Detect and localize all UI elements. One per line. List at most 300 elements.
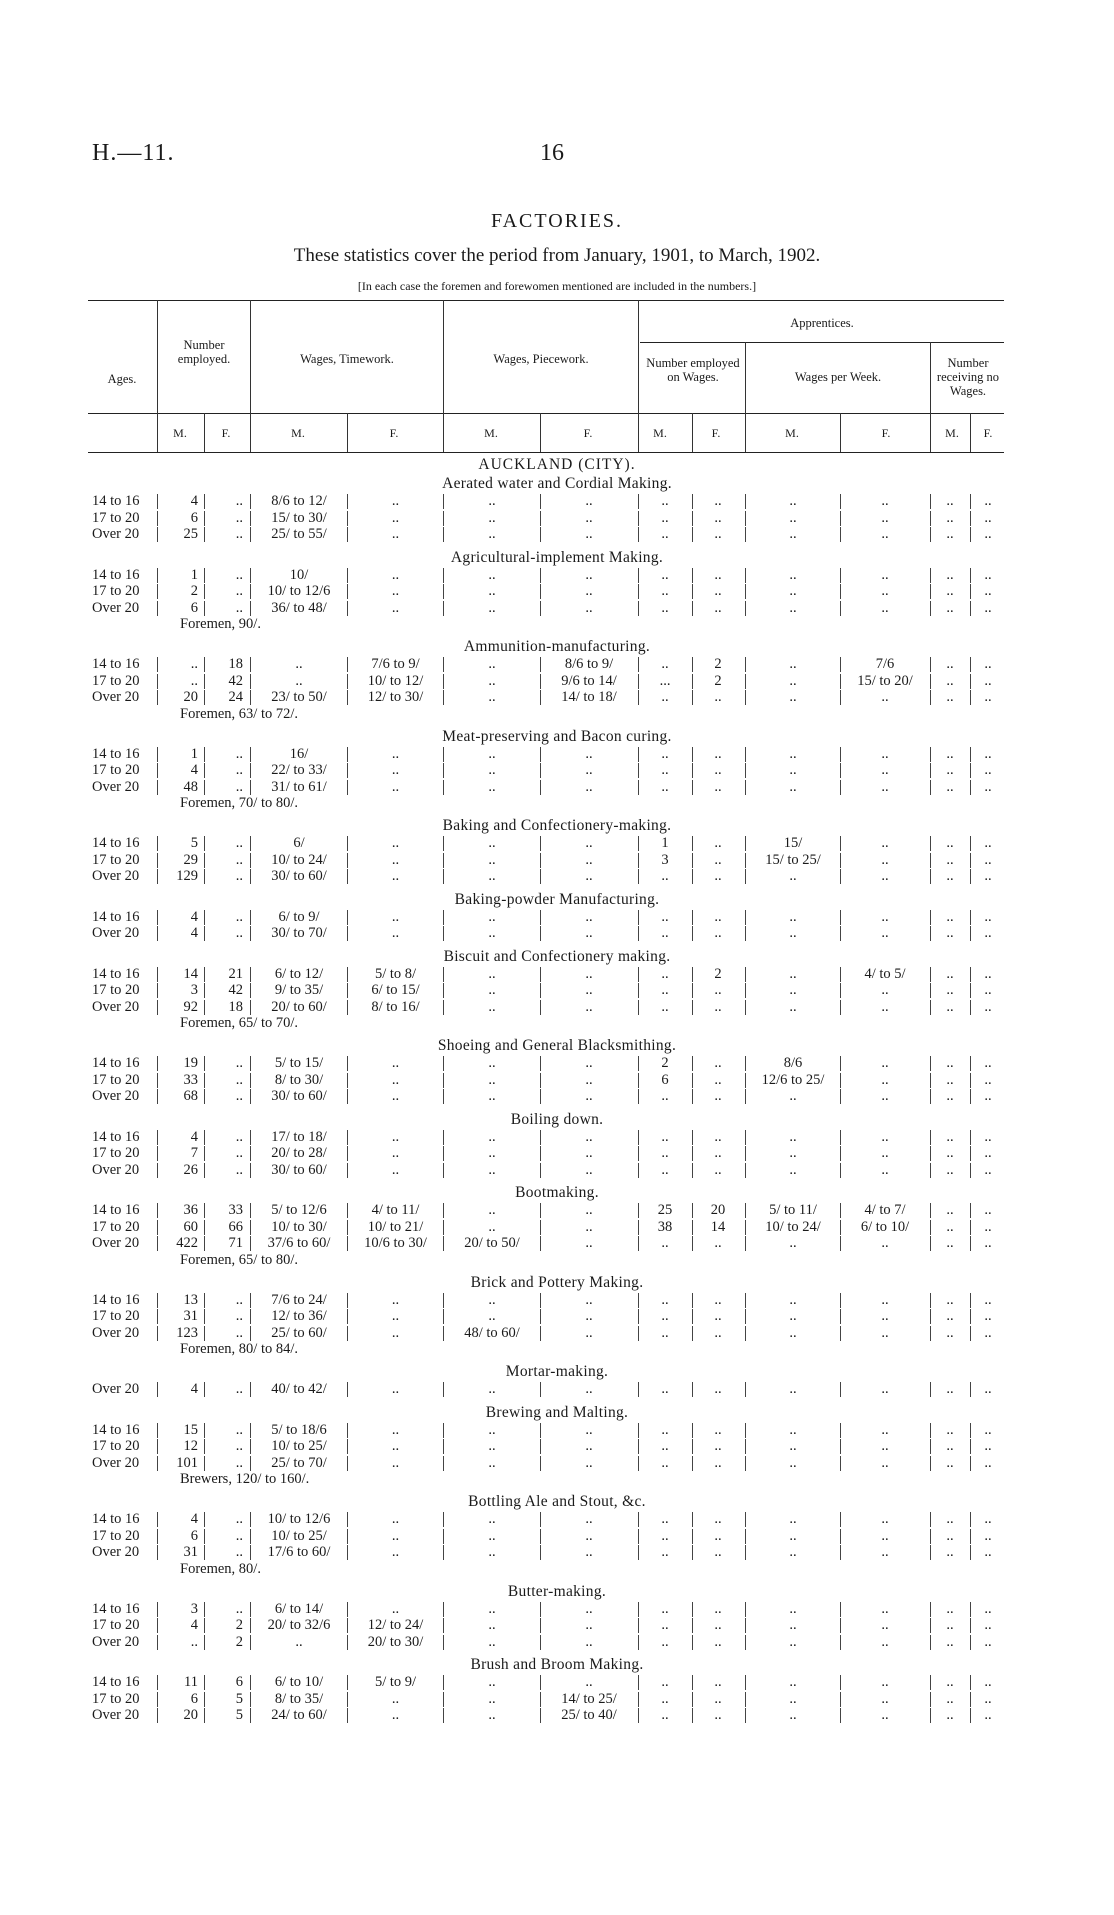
column-rule <box>692 1326 693 1341</box>
column-rule <box>347 1309 348 1324</box>
table-cell: .. <box>881 745 889 762</box>
column-rule <box>692 1000 693 1015</box>
table-cell: .. <box>585 1055 593 1071</box>
column-rule <box>840 527 841 542</box>
column-rule <box>692 1635 693 1650</box>
table-cell: .. <box>946 1071 954 1088</box>
age-cell: 14 to 16 <box>92 1202 140 1218</box>
column-rule <box>970 1708 971 1723</box>
table-cell: .. <box>984 1633 992 1650</box>
column-rule <box>204 1089 205 1104</box>
column-rule <box>745 763 746 778</box>
column-rule <box>443 1618 444 1633</box>
column-rule <box>204 527 205 542</box>
column-rule <box>840 869 841 884</box>
age-cell: 14 to 16 <box>92 1421 140 1438</box>
table-cell: .. <box>984 965 992 982</box>
table-cell: .. <box>714 1381 722 1397</box>
table-cell: .. <box>881 1055 889 1071</box>
column-rule <box>250 568 251 583</box>
table-cell: .. <box>190 672 198 689</box>
table-cell: 4/ to 11/ <box>371 1202 420 1218</box>
page-number: 16 <box>540 140 564 166</box>
column-rule <box>540 983 541 998</box>
column-rule <box>970 1529 971 1544</box>
table-cell: .. <box>585 925 593 941</box>
column-rule <box>745 690 746 705</box>
table-cell: .. <box>391 1438 400 1454</box>
table-cell: .. <box>488 1633 496 1650</box>
col-divider <box>540 413 541 452</box>
column-rule <box>638 674 639 689</box>
column-rule <box>638 494 639 509</box>
column-rule <box>970 1000 971 1015</box>
table-cell: 11 <box>184 1674 198 1690</box>
table-cell: 29 <box>183 851 198 868</box>
table-cell: 129 <box>176 868 198 884</box>
column-rule <box>970 690 971 705</box>
table-cell: .. <box>984 689 992 705</box>
table-cell: 15 <box>183 1421 198 1438</box>
table-cell: .. <box>984 672 992 689</box>
column-rule <box>840 1545 841 1560</box>
column-rule <box>745 1293 746 1308</box>
column-rule <box>157 1309 158 1324</box>
table-cell: .. <box>585 1527 593 1544</box>
table-cell: .. <box>391 1600 400 1617</box>
table-cell: .. <box>585 1421 593 1438</box>
column-rule <box>204 1456 205 1471</box>
table-cell: 15/ to 30/ <box>271 509 327 526</box>
table-cell: 5/ to 8/ <box>374 965 417 982</box>
column-rule <box>347 1512 348 1527</box>
column-rule <box>157 568 158 583</box>
table-cell: .. <box>984 1438 992 1454</box>
table-cell: .. <box>789 566 797 583</box>
column-rule <box>840 1423 841 1438</box>
column-rule <box>540 1000 541 1015</box>
table-cell: .. <box>391 1055 400 1071</box>
column-rule <box>204 1545 205 1560</box>
column-rule <box>970 1056 971 1071</box>
column-rule <box>970 869 971 884</box>
column-rule <box>540 1326 541 1341</box>
table-cell: 2 <box>714 656 722 672</box>
table-cell: .. <box>789 982 797 998</box>
column-rule <box>443 1545 444 1560</box>
column-rule <box>970 747 971 762</box>
column-rule <box>540 1163 541 1178</box>
column-rule <box>840 674 841 689</box>
column-rule <box>540 1439 541 1454</box>
table-cell: .. <box>881 1511 889 1527</box>
header-bottom-rule <box>88 452 1004 453</box>
age-cell: 14 to 16 <box>92 1055 140 1071</box>
column-rule <box>970 967 971 982</box>
table-cell: .. <box>488 1308 496 1324</box>
age-cell: 14 to 16 <box>92 908 140 925</box>
table-cell: .. <box>391 1381 400 1397</box>
age-cell: 17 to 20 <box>92 982 140 998</box>
column-rule <box>638 780 639 795</box>
table-cell: .. <box>984 1055 992 1071</box>
column-rule <box>540 1545 541 1560</box>
table-cell: .. <box>984 1088 992 1104</box>
age-cell: 14 to 16 <box>92 745 140 762</box>
column-rule <box>443 1512 444 1527</box>
table-cell: 19 <box>183 1055 198 1071</box>
column-rule <box>250 674 251 689</box>
table-cell: .. <box>789 1128 797 1145</box>
table-cell: 24/ to 60/ <box>271 1707 327 1723</box>
header-top-rule <box>88 300 1004 301</box>
table-cell: .. <box>714 868 722 884</box>
column-rule <box>840 1439 841 1454</box>
column-rule <box>745 780 746 795</box>
table-cell: .. <box>714 1128 722 1145</box>
table-cell: .. <box>714 1511 722 1527</box>
column-rule <box>540 1130 541 1145</box>
table-cell: 3 <box>190 982 198 998</box>
column-rule <box>638 1000 639 1015</box>
column-rule <box>443 511 444 526</box>
table-cell: .. <box>585 1235 593 1251</box>
column-rule <box>157 1203 158 1218</box>
table-cell: .. <box>881 1454 889 1471</box>
foremen-note: Foremen, 90/. <box>180 616 261 632</box>
table-cell: .. <box>984 1600 992 1617</box>
table-cell: .. <box>235 762 243 778</box>
column-rule <box>157 1635 158 1650</box>
column-rule <box>250 1545 251 1560</box>
column-rule <box>840 1529 841 1544</box>
table-row <box>0 1691 1114 1708</box>
column-rule <box>930 584 931 599</box>
column-rule <box>540 527 541 542</box>
column-rule <box>970 1293 971 1308</box>
table-row <box>0 909 1114 926</box>
column-rule <box>970 511 971 526</box>
table-cell: .. <box>488 1421 496 1438</box>
column-rule <box>840 1000 841 1015</box>
table-cell: 6/ to 9/ <box>278 908 320 925</box>
table-cell: .. <box>585 583 593 599</box>
column-rule <box>540 967 541 982</box>
column-rule <box>930 836 931 851</box>
table-cell: .. <box>946 672 954 689</box>
table-cell: 10/ to 25/ <box>271 1438 327 1454</box>
table-row <box>0 925 1114 942</box>
column-rule <box>204 1146 205 1161</box>
column-rule <box>157 1545 158 1560</box>
table-cell: .. <box>789 1633 797 1650</box>
column-rule <box>930 1635 931 1650</box>
table-cell: .. <box>881 1421 889 1438</box>
column-rule <box>692 967 693 982</box>
table-cell: .. <box>881 925 889 941</box>
column-rule <box>745 568 746 583</box>
column-rule <box>930 763 931 778</box>
column-rule <box>970 601 971 616</box>
column-rule <box>540 1220 541 1235</box>
table-cell: .. <box>714 1161 722 1178</box>
col-divider <box>157 300 158 452</box>
table-cell: .. <box>881 1617 889 1633</box>
column-rule <box>692 1309 693 1324</box>
column-rule <box>204 1293 205 1308</box>
table-cell: .. <box>984 1202 992 1218</box>
column-rule <box>930 869 931 884</box>
age-cell: 17 to 20 <box>92 851 140 868</box>
table-cell: 10/ <box>289 566 309 583</box>
column-rule <box>250 1382 251 1397</box>
column-rule <box>443 494 444 509</box>
column-rule <box>970 853 971 868</box>
table-cell: .. <box>789 689 797 705</box>
table-cell: .. <box>984 868 992 884</box>
table-cell: .. <box>661 1600 669 1617</box>
age-cell: 17 to 20 <box>92 1145 140 1161</box>
age-cell: 17 to 20 <box>92 1617 140 1633</box>
table-cell: .. <box>391 1707 400 1723</box>
column-rule <box>157 983 158 998</box>
table-cell: 4 <box>190 1128 198 1145</box>
column-rule <box>638 1708 639 1723</box>
table-cell: .. <box>789 1235 797 1251</box>
column-rule <box>745 1423 746 1438</box>
table-cell: .. <box>391 778 400 795</box>
foremen-note: Foremen, 80/. <box>180 1560 261 1577</box>
table-cell: 24 <box>228 689 243 705</box>
table-cell: .. <box>714 1527 722 1544</box>
column-rule <box>157 926 158 941</box>
column-rule <box>204 568 205 583</box>
table-cell: .. <box>984 778 992 795</box>
column-rule <box>443 1000 444 1015</box>
table-cell: .. <box>235 1145 243 1161</box>
column-rule <box>970 926 971 941</box>
column-rule <box>970 1545 971 1560</box>
column-rule <box>157 1073 158 1088</box>
table-cell: .. <box>585 1145 593 1161</box>
table-cell: .. <box>391 868 400 884</box>
table-cell: .. <box>881 599 889 616</box>
table-cell: 10/ to 12/6 <box>267 1511 331 1527</box>
table-cell: .. <box>391 1291 400 1308</box>
column-rule <box>930 1130 931 1145</box>
table-cell: .. <box>984 982 992 998</box>
table-cell: .. <box>391 1527 400 1544</box>
column-rule <box>443 1146 444 1161</box>
age-cell: Over 20 <box>92 526 140 542</box>
table-cell: .. <box>946 1088 954 1104</box>
age-cell: Over 20 <box>92 778 140 795</box>
table-cell: .. <box>789 1690 797 1707</box>
table-cell: .. <box>585 1218 593 1235</box>
table-cell: .. <box>661 965 669 982</box>
column-rule <box>745 747 746 762</box>
table-cell: .. <box>235 908 243 925</box>
column-rule <box>347 1163 348 1178</box>
column-rule <box>638 601 639 616</box>
column-rule <box>250 1203 251 1218</box>
column-rule <box>745 1456 746 1471</box>
column-rule <box>540 869 541 884</box>
header-number-employed: Number employed. <box>177 338 231 366</box>
table-cell: 5/ to 15/ <box>274 1055 324 1071</box>
table-cell: .. <box>488 1511 496 1527</box>
column-rule <box>930 926 931 941</box>
table-cell: .. <box>661 1381 669 1397</box>
column-rule <box>157 1326 158 1341</box>
column-rule <box>347 601 348 616</box>
table-cell: 31 <box>183 1544 198 1560</box>
table-cell: .. <box>190 656 198 672</box>
table-cell: 1 <box>190 745 198 762</box>
column-rule <box>638 1382 639 1397</box>
table-cell: .. <box>488 762 496 778</box>
column-rule <box>840 1130 841 1145</box>
table-cell: .. <box>714 599 722 616</box>
table-cell: .. <box>946 526 954 542</box>
table-cell: 92 <box>183 998 198 1015</box>
table-cell: .. <box>488 656 496 672</box>
column-rule <box>204 1618 205 1633</box>
age-cell: 17 to 20 <box>92 1690 140 1707</box>
age-cell: 14 to 16 <box>92 1600 140 1617</box>
column-rule <box>157 1529 158 1544</box>
table-cell: .. <box>881 868 889 884</box>
table-cell: .. <box>946 778 954 795</box>
column-rule <box>250 1293 251 1308</box>
table-cell: .. <box>881 1071 889 1088</box>
table-cell: .. <box>391 851 400 868</box>
column-rule <box>443 1423 444 1438</box>
table-cell: 5/ to 12/6 <box>271 1202 327 1218</box>
column-rule <box>250 527 251 542</box>
column-rule <box>638 1056 639 1071</box>
table-cell: 15/ <box>783 835 803 851</box>
table-cell: 2 <box>235 1633 243 1650</box>
table-cell: .. <box>789 526 797 542</box>
table-cell: .. <box>946 1633 954 1650</box>
table-cell: 15/ to 25/ <box>765 851 821 868</box>
column-rule <box>540 1309 541 1324</box>
column-rule <box>347 527 348 542</box>
column-rule <box>540 747 541 762</box>
column-rule <box>930 674 931 689</box>
column-rule <box>745 1309 746 1324</box>
table-row <box>0 1674 1114 1691</box>
column-rule <box>745 1146 746 1161</box>
column-rule <box>250 690 251 705</box>
table-cell: 20/ to 30/ <box>367 1633 424 1650</box>
table-cell: .. <box>488 599 496 616</box>
table-cell: .. <box>391 908 400 925</box>
column-rule <box>204 869 205 884</box>
table-row <box>0 1308 1114 1325</box>
column-rule <box>347 1423 348 1438</box>
table-row <box>0 852 1114 869</box>
table-cell: .. <box>881 1438 889 1454</box>
column-rule <box>347 967 348 982</box>
section-heading: Agricultural-implement Making. <box>450 548 664 566</box>
table-cell: .. <box>235 1324 243 1341</box>
table-cell: 25/ to 70/ <box>271 1454 327 1471</box>
table-cell: 16/ <box>289 745 309 762</box>
table-cell: 25/ to 60/ <box>271 1324 327 1341</box>
table-cell: 15/ to 20/ <box>857 672 913 689</box>
column-rule <box>540 910 541 925</box>
table-cell: .. <box>661 566 669 583</box>
table-cell: .. <box>661 509 669 526</box>
column-rule <box>540 1675 541 1690</box>
table-cell: .. <box>391 583 400 599</box>
column-rule <box>970 1326 971 1341</box>
column-rule <box>638 983 639 998</box>
table-cell: 4/ to 7/ <box>864 1202 906 1218</box>
column-rule <box>840 1635 841 1650</box>
table-cell: .. <box>235 868 243 884</box>
table-row <box>0 1528 1114 1545</box>
table-cell: .. <box>881 1690 889 1707</box>
column-rule <box>540 1529 541 1544</box>
table-cell: 25 <box>183 526 198 542</box>
column-rule <box>638 836 639 851</box>
table-row <box>0 1129 1114 1146</box>
column-rule <box>157 1423 158 1438</box>
table-row <box>0 1455 1114 1472</box>
column-rule <box>930 967 931 982</box>
table-row <box>0 656 1114 673</box>
table-cell: .. <box>984 1381 992 1397</box>
table-cell: 12/ to 30/ <box>367 689 424 705</box>
table-row <box>0 966 1114 983</box>
foremen-note: Foremen, 65/ to 70/. <box>180 1015 299 1031</box>
column-rule <box>443 1293 444 1308</box>
table-cell: .. <box>488 1600 496 1617</box>
table-cell: 422 <box>176 1235 198 1251</box>
section-spacer <box>0 1724 1114 1730</box>
table-cell: .. <box>789 745 797 762</box>
table-row <box>0 1511 1114 1528</box>
header-mid-rule <box>88 413 1004 414</box>
column-rule <box>930 1675 931 1690</box>
column-rule <box>250 1708 251 1723</box>
column-rule <box>745 1545 746 1560</box>
table-cell: .. <box>946 1707 954 1723</box>
column-rule <box>930 1089 931 1104</box>
column-rule <box>540 1618 541 1633</box>
table-row <box>0 1634 1114 1651</box>
column-rule <box>840 1146 841 1161</box>
column-rule <box>540 1456 541 1471</box>
table-cell: .. <box>881 1291 889 1308</box>
column-rule <box>638 1326 639 1341</box>
table-row <box>0 510 1114 527</box>
table-cell: .. <box>488 1674 496 1690</box>
column-rule <box>347 1203 348 1218</box>
table-cell: .. <box>585 1617 593 1633</box>
column-rule <box>250 1423 251 1438</box>
column-rule <box>840 780 841 795</box>
age-cell: Over 20 <box>92 689 140 705</box>
table-row <box>0 583 1114 600</box>
column-rule <box>443 1056 444 1071</box>
column-rule <box>970 1382 971 1397</box>
column-rule <box>250 1073 251 1088</box>
table-row <box>0 999 1114 1016</box>
